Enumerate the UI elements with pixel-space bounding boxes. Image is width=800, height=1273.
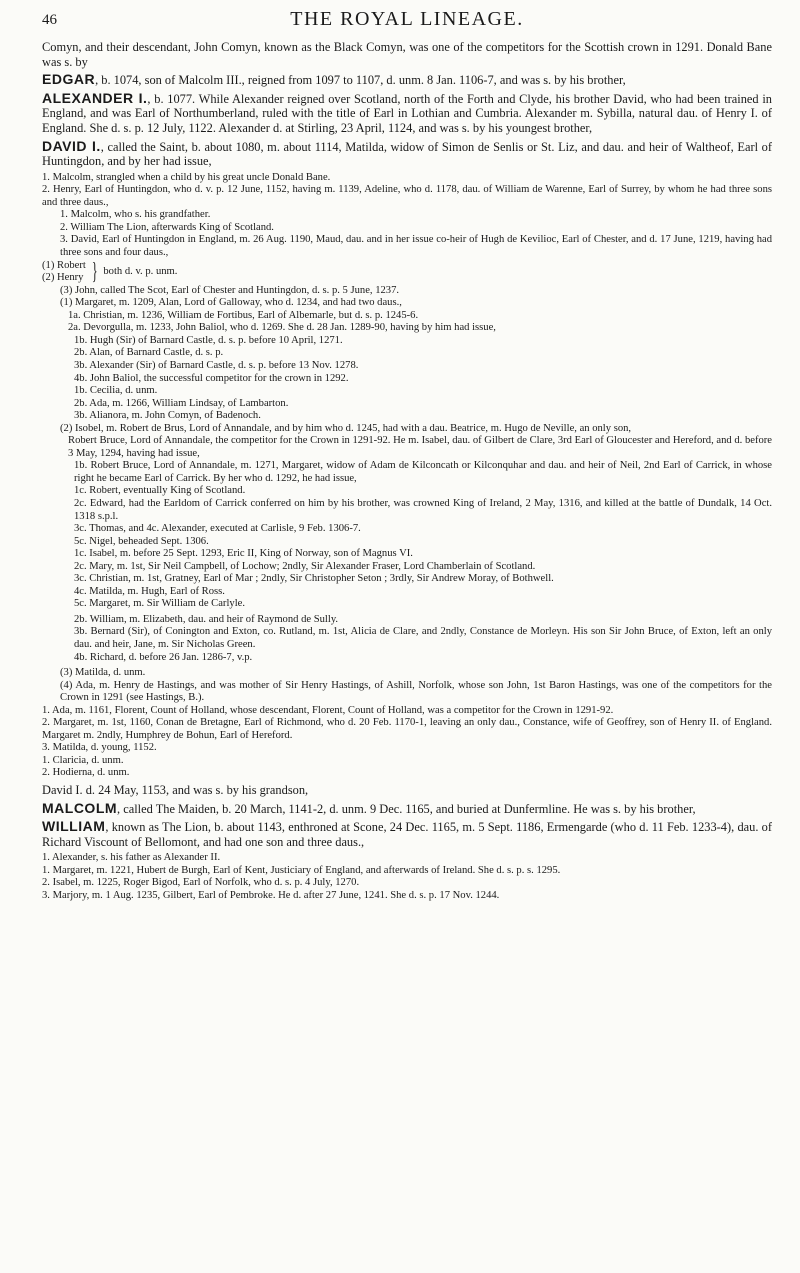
list-item: (1) Margaret, m. 1209, Alan, Lord of Galloway, who d. 1234, and had two daus.,: [60, 297, 402, 309]
list-item: 4b. John Baliol, the successful competitor for the crown in 1292.: [74, 372, 349, 384]
list-item: 1b. Hugh (Sir) of Barnard Castle, d. s. p. before 10 April, 1271.: [74, 334, 343, 346]
list-item: 2. Isabel, m. 1225, Roger Bigod, Earl of Norfolk, who d. s. p. 4 July, 1270.: [42, 877, 360, 889]
running-title: THE ROYAL LINEAGE.: [290, 8, 524, 30]
entry-name: ALEXANDER I.: [42, 89, 148, 106]
running-head: [42, 6, 772, 40]
list-item: 1. Ada, m. 1161, Florent, Count of Holland, whose descendant, Florent, Count of Holland, was a competitor for the Crown in 1291-92.: [42, 704, 614, 716]
entry-david-i: DAVID I., called the Saint, b. about 1080, m. about 1114, Matilda, widow of Simon de Senlis or St. Liz, and dau. and heir of Waltheof, Earl of Huntingdon, and by her had issue,: [42, 137, 772, 169]
list-item: 1c. Robert, eventually King of Scotland.: [74, 485, 246, 497]
list-item: 5c. Margaret, m. Sir William de Carlyle.: [74, 598, 245, 610]
list-item: 1. Malcolm, strangled when a child by his great uncle Donald Bane.: [42, 171, 331, 183]
issue-list-david-i: [42, 172, 772, 780]
list-item: 3. Marjory, m. 1 Aug. 1235, Gilbert, Earl of Pembroke. He d. after 27 June, 1241. She d. s. p. 17 Nov. 1244.: [42, 890, 500, 902]
list-item: 1. Alexander, s. his father as Alexander II.: [42, 852, 221, 864]
list-item: 3. David, Earl of Huntingdon in England, m. 26 Aug. 1190, Maud, dau. and in her issue co-heir of Hugh de Kevilioc, Earl of Chester, and d. 17 June, 1219, having had three sons and four daus.,: [60, 234, 772, 259]
list-item: 2b. Alan, of Barnard Castle, d. s. p.: [74, 347, 224, 359]
list-item: 2. Margaret, m. 1st, 1160, Conan de Bretagne, Earl of Richmond, who d. 20 Feb. 1170-1, leaving an only dau., Constance, wife of Geoffrey, son of Henry II. of England. Margaret m. 2ndly, Humphrey de Bohun, Earl of Hereford.: [42, 717, 772, 741]
list-item: 2b. William, m. Elizabeth, dau. and heir of Raymond de Sully.: [74, 613, 339, 625]
list-item: (2) Henry: [42, 272, 84, 284]
list-item: 3b. Bernard (Sir), of Conington and Exton, co. Rutland, m. 1st, Alicia de Clare, and 2ndly, Constance de Morleyn. His son Sir John Bruce, of Exton, left an only dau. and heir, Jane, m. Sir Nicholas Green.: [74, 626, 772, 650]
list-item: 3. Matilda, d. young, 1152.: [42, 742, 157, 754]
entry-name: MALCOLM: [42, 799, 118, 816]
entry-william: WILLIAM, known as The Lion, b. about 1143, enthroned at Scone, 24 Dec. 1165, m. 5 Sept. 1186, Ermengarde (who d. 11 Feb. 1233-4), dau. of Richard Viscount of Bellomont, and had one son and three daus.,: [42, 818, 772, 849]
list-item: 4c. Matilda, m. Hugh, Earl of Ross.: [74, 585, 225, 597]
page-number: 46: [42, 12, 57, 28]
entry-edgar: EDGAR, b. 1074, son of Malcolm III., reigned from 1097 to 1107, d. unm. 8 Jan. 1106-7, and was s. by his brother,: [42, 71, 626, 88]
list-item: 2. William The Lion, afterwards King of Scotland.: [60, 221, 274, 233]
list-item: (2) Isobel, m. Robert de Brus, Lord of Annandale, and by him who d. 1245, had with a dau. Beatrice, m. Hugo de Neville, an only son,: [60, 422, 632, 434]
list-item: 1. Margaret, m. 1221, Hubert de Burgh, Earl of Kent, Justiciary of England, and afterwards of Ireland. She d. s. p. s. 1295.: [42, 864, 561, 876]
list-item: (1) Robert: [42, 259, 86, 271]
list-item: 3c. Christian, m. 1st, Gratney, Earl of Mar ; 2ndly, Sir Christopher Seton ; 3rdly, Sir Andrew Moray, of Bothwell.: [74, 573, 554, 585]
paragraph: David I. d. 24 May, 1153, and was s. by his grandson,: [42, 783, 309, 797]
list-item: 2b. Ada, m. 1266, William Lindsay, of Lambarton.: [74, 397, 289, 409]
entry-name: WILLIAM: [42, 818, 106, 835]
list-item: 2c. Edward, had the Earldom of Carrick conferred on him by his brother, was crowned King of Ireland, 2 May, 1316, and killed at the battle of Dundalk, 14 Oct. 1318 s.p.l.: [74, 497, 772, 522]
list-item: 1b. Cecilia, d. unm.: [74, 385, 158, 397]
list-item: 2. Henry, Earl of Huntingdon, who d. v. p. 12 June, 1152, having m. 1139, Adeline, who d. 1178, dau. of William de Warenne, Earl of Surrey, by whom he had three sons and three daus.,: [42, 184, 772, 208]
list-item: (3) John, called The Scot, Earl of Chester and Huntingdon, d. s. p. 5 June, 1237.: [60, 284, 400, 296]
list-item: 3c. Thomas, and 4c. Alexander, executed at Carlisle, 9 Feb. 1306-7.: [74, 523, 361, 535]
list-item: 2. Hodierna, d. unm.: [42, 767, 130, 779]
list-item: 4b. Richard, d. before 26 Jan. 1286-7, v.p.: [74, 651, 253, 663]
list-item: (3) Matilda, d. unm.: [60, 667, 146, 679]
list-item: 1. Malcolm, who s. his grandfather.: [60, 209, 211, 221]
brace-group: [42, 260, 772, 285]
brace-note: both d. v. p. unm.: [103, 265, 178, 277]
list-item: (4) Ada, m. Henry de Hastings, and was mother of Sir Henry Hastings, of Ashill, Norfolk, whose son John, 1st Baron Hastings, was one of the competitors for the Crown in 1291 (see Hastings, B.).: [60, 679, 772, 704]
entry-malcolm: MALCOLM, called The Maiden, b. 20 March, 1141-2, d. unm. 9 Dec. 1165, and buried at Dunfermline. He was s. by his brother,: [42, 799, 696, 816]
entry-name: EDGAR: [42, 71, 96, 88]
list-item: 1. Claricia, d. unm.: [42, 754, 124, 766]
list-item: Robert Bruce, Lord of Annandale, the competitor for the Crown in 1291-92. He m. Isabel, dau. of Gilbert de Clare, 3rd Earl of Gloucester and Hereford, and d. before 3 May, 1294, having had issue,: [68, 435, 772, 459]
brace-icon: }: [91, 259, 98, 286]
entry-alexander-i: ALEXANDER I., b. 1077. While Alexander reigned over Scotland, north of the Forth and Clyde, his brother David, who had been trained in England, and was Earl of Northumberland, ruled with the title of Earl in Lothian and Cumbria. Alexander m. Sybilla, natural dau. of Henry I. of England. She d. s. p. 12 July, 1122. Alexander d. at Stirling, 23 April, 1124, and was s. by his youngest brother,: [42, 89, 772, 135]
list-item: 1a. Christian, m. 1236, William de Fortibus, Earl of Albemarle, but d. s. p. 1245-6.: [68, 309, 419, 321]
list-item: 1b. Robert Bruce, Lord of Annandale, m. 1271, Margaret, widow of Adam de Kilconcath or Kilconquhar and dau. and heir of Neil, 2nd Earl of Carrick, in whose right he became Earl of Carrick. By her who d. 1292, he had issue,: [74, 460, 772, 484]
list-item: 1c. Isabel, m. before 25 Sept. 1293, Eric II, King of Norway, son of Magnus VI.: [74, 548, 413, 560]
list-item: 5c. Nigel, beheaded Sept. 1306.: [74, 535, 209, 547]
list-item: 3b. Alianora, m. John Comyn, of Badenoch.: [74, 410, 261, 422]
list-item: 3b. Alexander (Sir) of Barnard Castle, d. s. p. before 13 Nov. 1278.: [74, 359, 359, 371]
list-item: 2a. Devorgulla, m. 1233, John Baliol, who d. 1269. She d. 28 Jan. 1289-90, having by him had issue,: [68, 322, 496, 334]
issue-list-william: [42, 852, 772, 902]
entry-name: DAVID I.: [42, 137, 101, 154]
paragraph: Comyn, and their descendant, John Comyn, known as the Black Comyn, was one of the competitors for the Scottish crown in 1291. Donald Bane was s. by: [42, 40, 772, 69]
list-item: 2c. Mary, m. 1st, Sir Neil Campbell, of Lochow; 2ndly, Sir Alexander Fraser, Lord Chamberlain of Scotland.: [74, 560, 536, 572]
